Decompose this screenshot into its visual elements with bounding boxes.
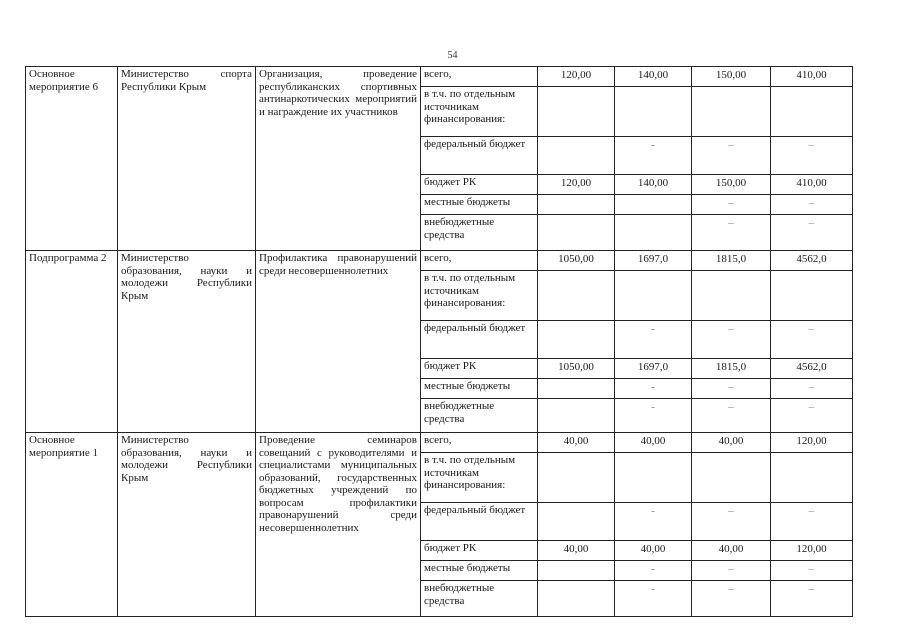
amount-cell [615, 87, 692, 137]
amount-cell [538, 453, 615, 503]
amount-cell: 1697,0 [615, 251, 692, 271]
amount-cell: – [771, 195, 853, 215]
source-label-cell: всего, [421, 433, 538, 453]
source-label-cell: федеральный бюджет [421, 321, 538, 359]
amount-cell: 120,00 [538, 175, 615, 195]
amount-cell: 40,00 [615, 433, 692, 453]
measure-name-cell: Проведение семинаров совещаний с руководителями и специалистами муниципальных образований, государственных бюджетных учреждений по вопросам профилактики правонарушений среди несовершеннолетних [256, 433, 421, 617]
amount-cell: 140,00 [615, 67, 692, 87]
page-number: 54 [447, 50, 458, 61]
amount-cell [615, 195, 692, 215]
amount-cell: – [692, 321, 771, 359]
amount-cell: – [692, 581, 771, 617]
amount-cell: 40,00 [538, 433, 615, 453]
amount-cell: – [692, 215, 771, 251]
source-label-cell: бюджет РК [421, 359, 538, 379]
amount-cell: – [771, 581, 853, 617]
amount-cell: – [771, 503, 853, 541]
amount-cell [771, 271, 853, 321]
amount-cell: 140,00 [615, 175, 692, 195]
amount-cell: - [615, 399, 692, 433]
amount-cell: - [615, 321, 692, 359]
source-label-cell: бюджет РК [421, 541, 538, 561]
amount-cell [538, 561, 615, 581]
amount-cell [538, 215, 615, 251]
amount-cell [538, 195, 615, 215]
amount-cell [538, 87, 615, 137]
source-label-cell: в т.ч. по отдельным источникам финансирования: [421, 87, 538, 137]
executor-cell: Министерство спорта Республики Крым [118, 67, 256, 251]
amount-cell: 410,00 [771, 175, 853, 195]
amount-cell: 150,00 [692, 175, 771, 195]
source-label-cell: всего, [421, 67, 538, 87]
amount-cell [538, 399, 615, 433]
amount-cell [538, 581, 615, 617]
amount-cell: 4562,0 [771, 359, 853, 379]
amount-cell [692, 453, 771, 503]
amount-cell: 40,00 [692, 541, 771, 561]
amount-cell [771, 453, 853, 503]
amount-cell [771, 87, 853, 137]
amount-cell: – [692, 195, 771, 215]
amount-cell: - [615, 561, 692, 581]
source-label-cell: федеральный бюджет [421, 503, 538, 541]
amount-cell: – [692, 503, 771, 541]
measure-name-cell: Профилактика правонарушений среди несовершеннолетних [256, 251, 421, 433]
source-label-cell: местные бюджеты [421, 379, 538, 399]
amount-cell: 40,00 [615, 541, 692, 561]
amount-cell [538, 321, 615, 359]
amount-cell: 1815,0 [692, 359, 771, 379]
amount-cell: – [692, 561, 771, 581]
source-label-cell: федеральный бюджет [421, 137, 538, 175]
table-row [26, 251, 853, 271]
amount-cell: 4562,0 [771, 251, 853, 271]
amount-cell: 150,00 [692, 67, 771, 87]
program-code-cell: Основное мероприятие 1 [26, 433, 118, 617]
amount-cell: 1697,0 [615, 359, 692, 379]
source-label-cell: бюджет РК [421, 175, 538, 195]
amount-cell: – [771, 137, 853, 175]
source-label-cell: местные бюджеты [421, 195, 538, 215]
amount-cell: – [771, 399, 853, 433]
amount-cell: 120,00 [771, 433, 853, 453]
amount-cell: 1050,00 [538, 251, 615, 271]
executor-cell: Министерство образования, науки и молодежи Республики Крым [118, 433, 256, 617]
amount-cell: - [615, 503, 692, 541]
amount-cell: – [771, 561, 853, 581]
amount-cell: 40,00 [692, 433, 771, 453]
source-label-cell: местные бюджеты [421, 561, 538, 581]
amount-cell: – [692, 379, 771, 399]
table-row [26, 433, 853, 453]
amount-cell [538, 379, 615, 399]
amount-cell: 120,00 [538, 67, 615, 87]
amount-cell: – [771, 215, 853, 251]
source-label-cell: в т.ч. по отдельным источникам финансирования: [421, 453, 538, 503]
amount-cell: 120,00 [771, 541, 853, 561]
amount-cell: - [615, 581, 692, 617]
amount-cell: 1050,00 [538, 359, 615, 379]
measure-name-cell: Организация, проведение республиканских спортивных антинаркотических мероприятий и награждение их участников [256, 67, 421, 251]
amount-cell: - [615, 379, 692, 399]
source-label-cell: внебюджетные средства [421, 399, 538, 433]
amount-cell: 40,00 [538, 541, 615, 561]
table-row [26, 67, 853, 87]
program-code-cell: Подпрограмма 2 [26, 251, 118, 433]
source-label-cell: всего, [421, 251, 538, 271]
amount-cell [538, 271, 615, 321]
budget-table [25, 66, 853, 617]
source-label-cell: внебюджетные средства [421, 215, 538, 251]
amount-cell: – [771, 321, 853, 359]
amount-cell [538, 503, 615, 541]
source-label-cell: внебюджетные средства [421, 581, 538, 617]
amount-cell [615, 453, 692, 503]
amount-cell: – [771, 379, 853, 399]
program-code-cell: Основное мероприятие 6 [26, 67, 118, 251]
amount-cell [615, 271, 692, 321]
amount-cell: 410,00 [771, 67, 853, 87]
amount-cell [615, 215, 692, 251]
amount-cell [692, 87, 771, 137]
amount-cell: - [615, 137, 692, 175]
executor-cell: Министерство образования, науки и молодежи Республики Крым [118, 251, 256, 433]
amount-cell: 1815,0 [692, 251, 771, 271]
amount-cell: – [692, 399, 771, 433]
amount-cell [692, 271, 771, 321]
amount-cell [538, 137, 615, 175]
source-label-cell: в т.ч. по отдельным источникам финансирования: [421, 271, 538, 321]
amount-cell: – [692, 137, 771, 175]
